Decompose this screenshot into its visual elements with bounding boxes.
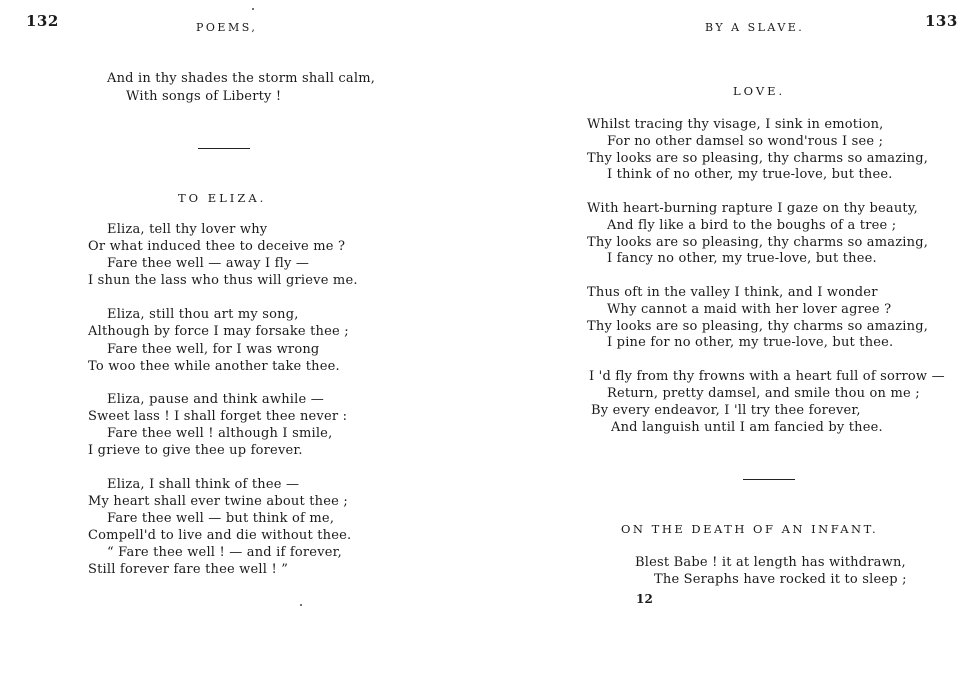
page-number: 133 [925,12,958,30]
poem-title: LOVE. [733,84,786,98]
running-head: BY A SLAVE. [705,21,805,34]
verse-line: Eliza, pause and think awhile — [107,392,324,407]
verse-line: “ Fare thee well ! — and if forever, [107,545,342,560]
verse-line: Whilst tracing thy visage, I sink in emotion, [587,117,884,132]
verse-line: I 'd fly from thy frowns with a heart full of sorrow — [589,369,945,384]
verse-line: Fare thee well — but think of me, [107,511,335,526]
verse-line: And in thy shades the storm shall calm, [107,71,376,86]
verse-line: Or what induced thee to deceive me ? [88,239,346,254]
verse-line: And fly like a bird to the boughs of a tree ; [607,218,897,233]
verse-line: Thus oft in the valley I think, and I wonder [587,285,878,300]
section-rule [743,479,795,480]
signature-mark: 12 [636,592,654,606]
verse-line: Fare thee well, for I was wrong [107,342,320,357]
verse-line: Thy looks are so pleasing, thy charms so amazing, [587,235,929,250]
verse-line: Blest Babe ! it at length has withdrawn, [635,555,906,570]
running-head: POEMS, [196,21,258,34]
verse-line: Still forever fare thee well ! ” [88,562,289,577]
print-speck [252,8,254,10]
verse-line: And languish until I am fancied by thee. [611,420,883,435]
verse-line: With songs of Liberty ! [126,89,282,104]
verse-line: The Seraphs have rocked it to sleep ; [654,572,907,587]
section-rule [198,148,250,149]
verse-line: Fare thee well ! although I smile, [107,426,333,441]
verse-line: Why cannot a maid with her lover agree ? [607,302,892,317]
verse-line: I grieve to give thee up forever. [88,443,303,458]
right-page [490,0,980,674]
verse-line: Thy looks are so pleasing, thy charms so amazing, [587,319,929,334]
print-speck [300,604,302,606]
verse-line: I fancy no other, my true-love, but thee. [607,251,877,266]
poem-title: TO ELIZA. [178,191,267,205]
verse-line: Eliza, tell thy lover why [107,222,268,237]
page-number: 132 [26,12,59,30]
verse-line: With heart-burning rapture I gaze on thy beauty, [587,201,918,216]
verse-line: Compell'd to live and die without thee. [88,528,352,543]
verse-line: To woo thee while another take thee. [88,359,340,374]
verse-line: Thy looks are so pleasing, thy charms so amazing, [587,151,929,166]
verse-line: Eliza, I shall think of thee — [107,477,300,492]
verse-line: Return, pretty damsel, and smile thou on me ; [607,386,920,401]
verse-line: I think of no other, my true-love, but thee. [607,167,893,182]
verse-line: Eliza, still thou art my song, [107,307,299,322]
poem-title: ON THE DEATH OF AN INFANT. [621,522,879,536]
verse-line: Fare thee well — away I fly — [107,256,310,271]
verse-line: By every endeavor, I 'll try thee forever, [591,403,861,418]
verse-line: My heart shall ever twine about thee ; [88,494,348,509]
verse-line: I pine for no other, my true-love, but thee. [607,335,894,350]
verse-line: For no other damsel so wond'rous I see ; [607,134,884,149]
verse-line: I shun the lass who thus will grieve me. [88,273,358,288]
verse-line: Sweet lass ! I shall forget thee never : [88,409,348,424]
verse-line: Although by force I may forsake thee ; [88,324,349,339]
